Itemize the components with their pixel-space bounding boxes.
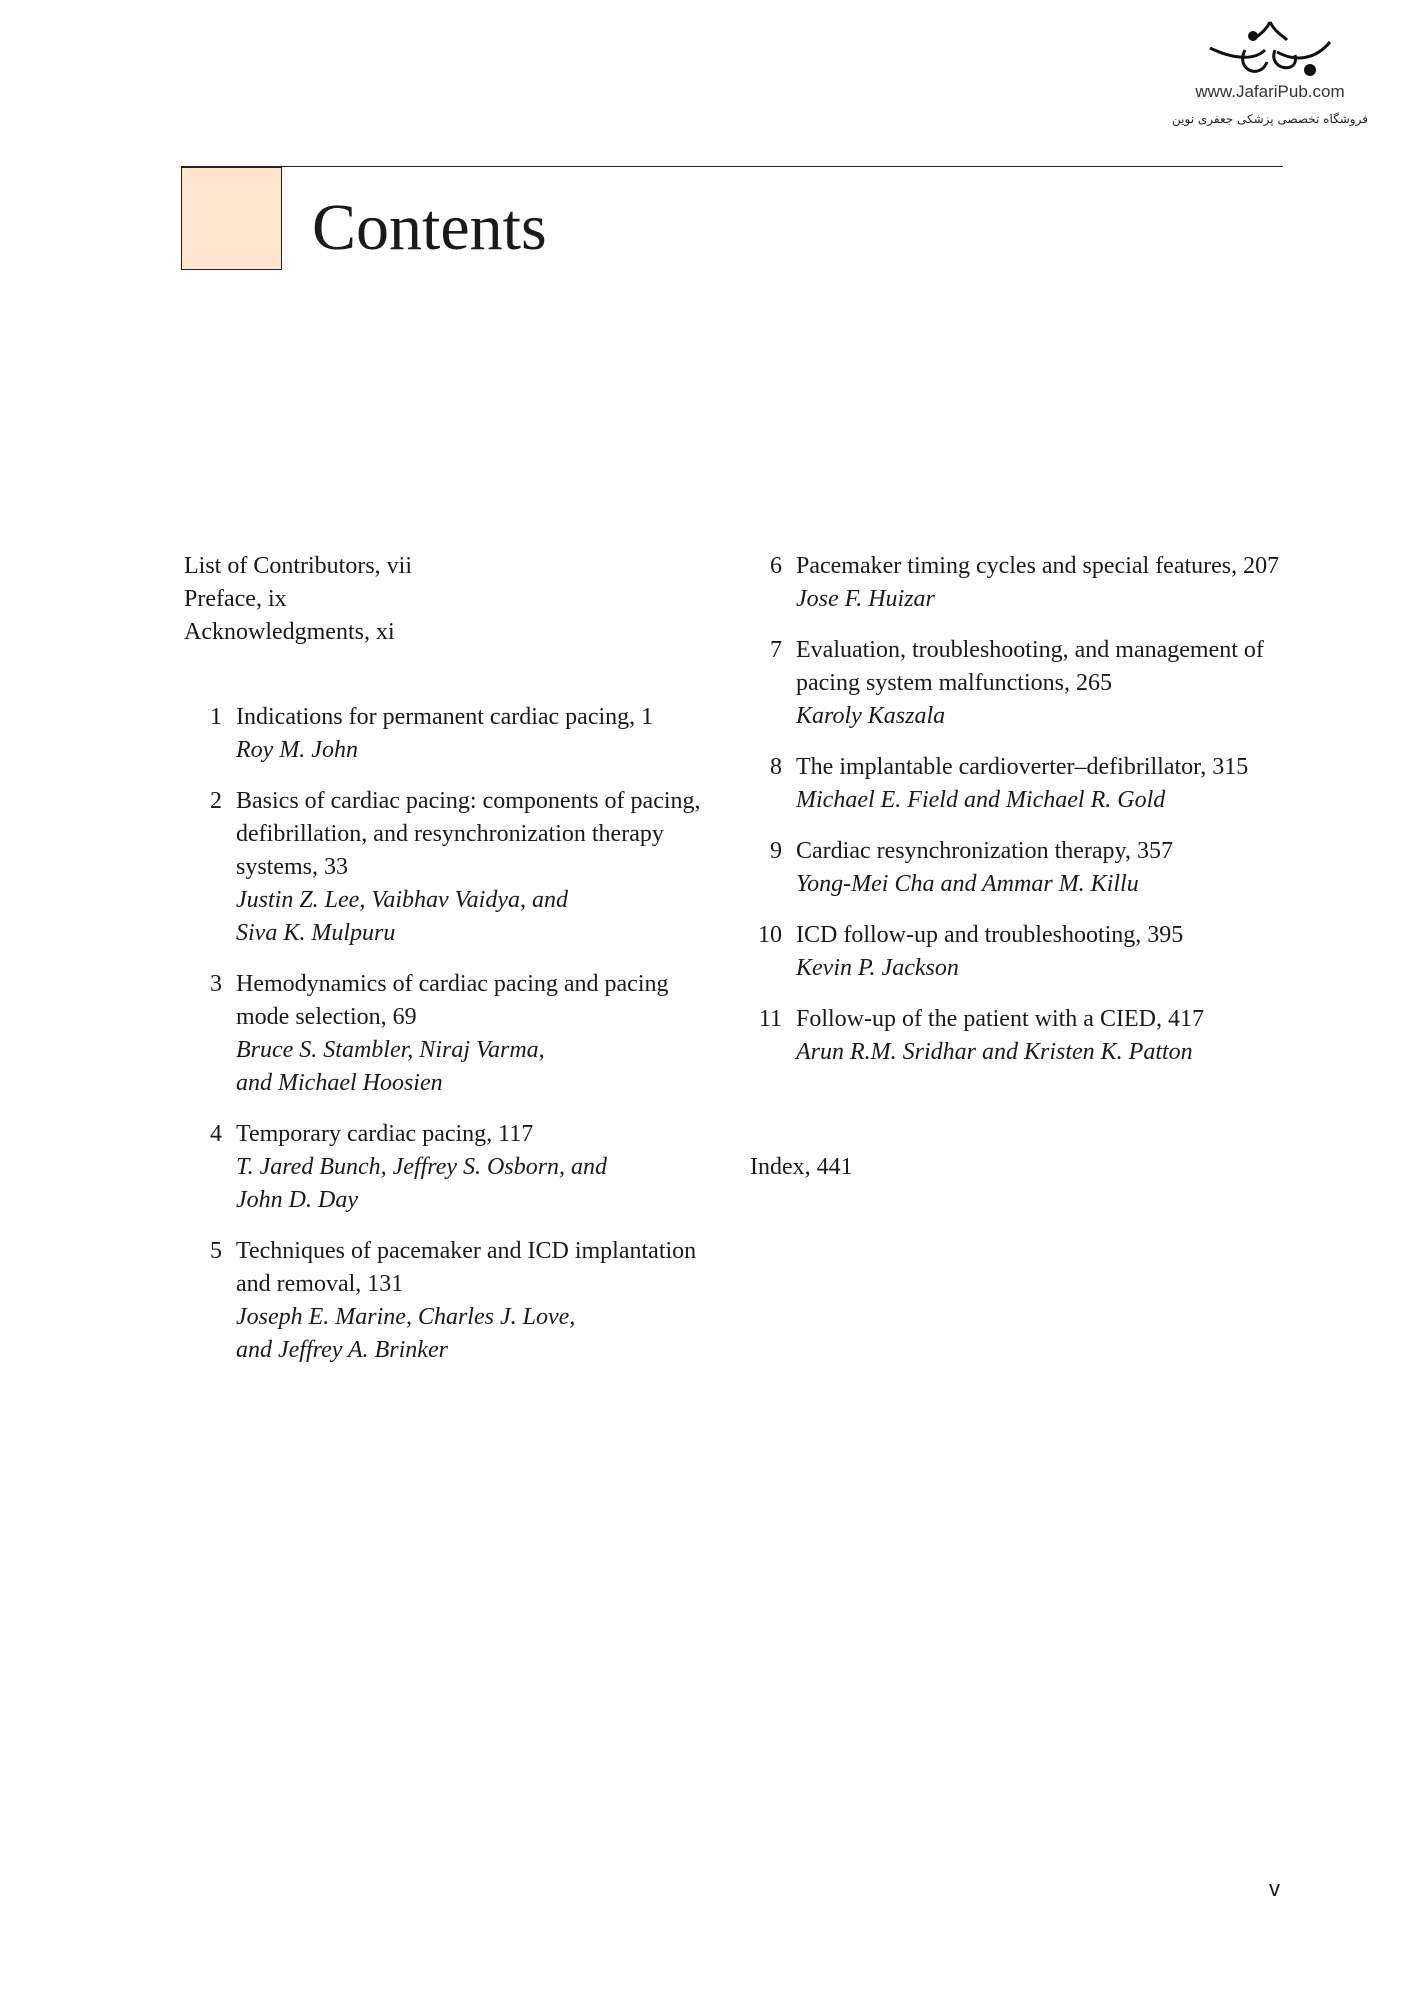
logo-emblem-icon	[1205, 20, 1335, 80]
chapter-entry	[184, 968, 704, 1100]
chapter-list-right	[744, 550, 1304, 1087]
index-entry: Index, 441	[750, 1154, 853, 1180]
chapter-entry	[744, 751, 1304, 817]
chapter-authors: Yong-Mei Cha and Ammar M. Killu	[796, 871, 1139, 897]
front-matter	[184, 550, 412, 649]
page-title: Contents	[312, 191, 547, 264]
chapter-entry	[744, 835, 1304, 901]
chapter-number: 10	[758, 922, 782, 948]
page-number: v	[1269, 1876, 1280, 1901]
chapter-number: 9	[770, 838, 782, 864]
chapter-entry	[744, 1003, 1304, 1069]
chapter-authors: Karoly Kaszala	[796, 703, 946, 729]
chapter-authors: and Michael Hoosien	[236, 1070, 443, 1096]
chapter-number: 2	[210, 788, 222, 814]
chapter-body	[796, 835, 1304, 901]
chapter-entry	[184, 1118, 704, 1217]
chapter-title: ICD follow-up and troubleshooting, 395	[796, 922, 1184, 948]
chapter-body	[236, 701, 704, 767]
header-rule	[181, 166, 1283, 167]
chapter-body	[796, 751, 1304, 817]
chapter-number: 3	[210, 971, 222, 997]
chapter-title: Hemodynamics of cardiac pacing and pacing mode selection, 69	[236, 971, 669, 1030]
chapter-authors: T. Jared Bunch, Jeffrey S. Osborn, and	[236, 1154, 608, 1180]
chapter-title: Evaluation, troubleshooting, and management of pacing system malfunctions, 265	[796, 637, 1264, 696]
chapter-number: 4	[210, 1121, 222, 1147]
chapter-body	[236, 785, 704, 950]
chapter-authors: Kevin P. Jackson	[796, 955, 959, 981]
chapter-number: 8	[770, 754, 782, 780]
chapter-title: Basics of cardiac pacing: components of pacing, defibrillation, and resynchronization therapy systems, 33	[236, 788, 701, 880]
title-color-block	[181, 167, 282, 270]
chapter-number: 1	[210, 704, 222, 730]
chapter-entry	[744, 634, 1304, 733]
chapter-entry	[744, 550, 1304, 616]
front-matter-item: Preface, ix	[184, 586, 287, 612]
chapter-authors: John D. Day	[236, 1187, 358, 1213]
chapter-authors: Joseph E. Marine, Charles J. Love,	[236, 1304, 576, 1330]
chapter-authors: Michael E. Field and Michael R. Gold	[796, 787, 1166, 813]
chapter-body	[796, 919, 1304, 985]
chapter-entry	[184, 1235, 704, 1367]
chapter-title: Temporary cardiac pacing, 117	[236, 1121, 534, 1147]
logo-tagline: فروشگاه تخصصی پزشکی جعفری نوین	[1172, 112, 1368, 126]
chapter-body	[236, 968, 704, 1100]
chapter-body	[796, 550, 1304, 616]
chapter-title: Cardiac resynchronization therapy, 357	[796, 838, 1173, 864]
chapter-number: 7	[770, 637, 782, 663]
chapter-body	[236, 1235, 704, 1367]
front-matter-item: Acknowledgments, xi	[184, 619, 395, 645]
chapter-title: Pacemaker timing cycles and special features, 207	[796, 553, 1280, 579]
chapter-title: Techniques of pacemaker and ICD implantation and removal, 131	[236, 1238, 697, 1297]
front-matter-item: List of Contributors, vii	[184, 553, 412, 579]
chapter-authors: Arun R.M. Sridhar and Kristen K. Patton	[796, 1039, 1193, 1065]
chapter-title: The implantable cardioverter–defibrillator, 315	[796, 754, 1249, 780]
chapter-entry	[744, 919, 1304, 985]
chapter-title: Follow-up of the patient with a CIED, 417	[796, 1006, 1204, 1032]
publisher-logo	[1160, 20, 1380, 126]
chapter-body	[796, 1003, 1304, 1069]
chapter-list-left	[184, 701, 704, 1385]
chapter-authors: Bruce S. Stambler, Niraj Varma,	[236, 1037, 545, 1063]
chapter-authors: Roy M. John	[236, 737, 358, 763]
chapter-entry	[184, 701, 704, 767]
logo-url: www.JafariPub.com	[1195, 82, 1345, 101]
chapter-number: 5	[210, 1238, 222, 1264]
chapter-body	[796, 634, 1304, 733]
chapter-title: Indications for permanent cardiac pacing, 1	[236, 704, 654, 730]
chapter-authors: and Jeffrey A. Brinker	[236, 1337, 448, 1363]
chapter-entry	[184, 785, 704, 950]
chapter-body	[236, 1118, 704, 1217]
chapter-authors: Justin Z. Lee, Vaibhav Vaidya, and	[236, 887, 568, 913]
chapter-authors: Siva K. Mulpuru	[236, 920, 396, 946]
chapter-number: 6	[770, 553, 782, 579]
chapter-number: 11	[758, 1006, 782, 1032]
chapter-authors: Jose F. Huizar	[796, 586, 935, 612]
